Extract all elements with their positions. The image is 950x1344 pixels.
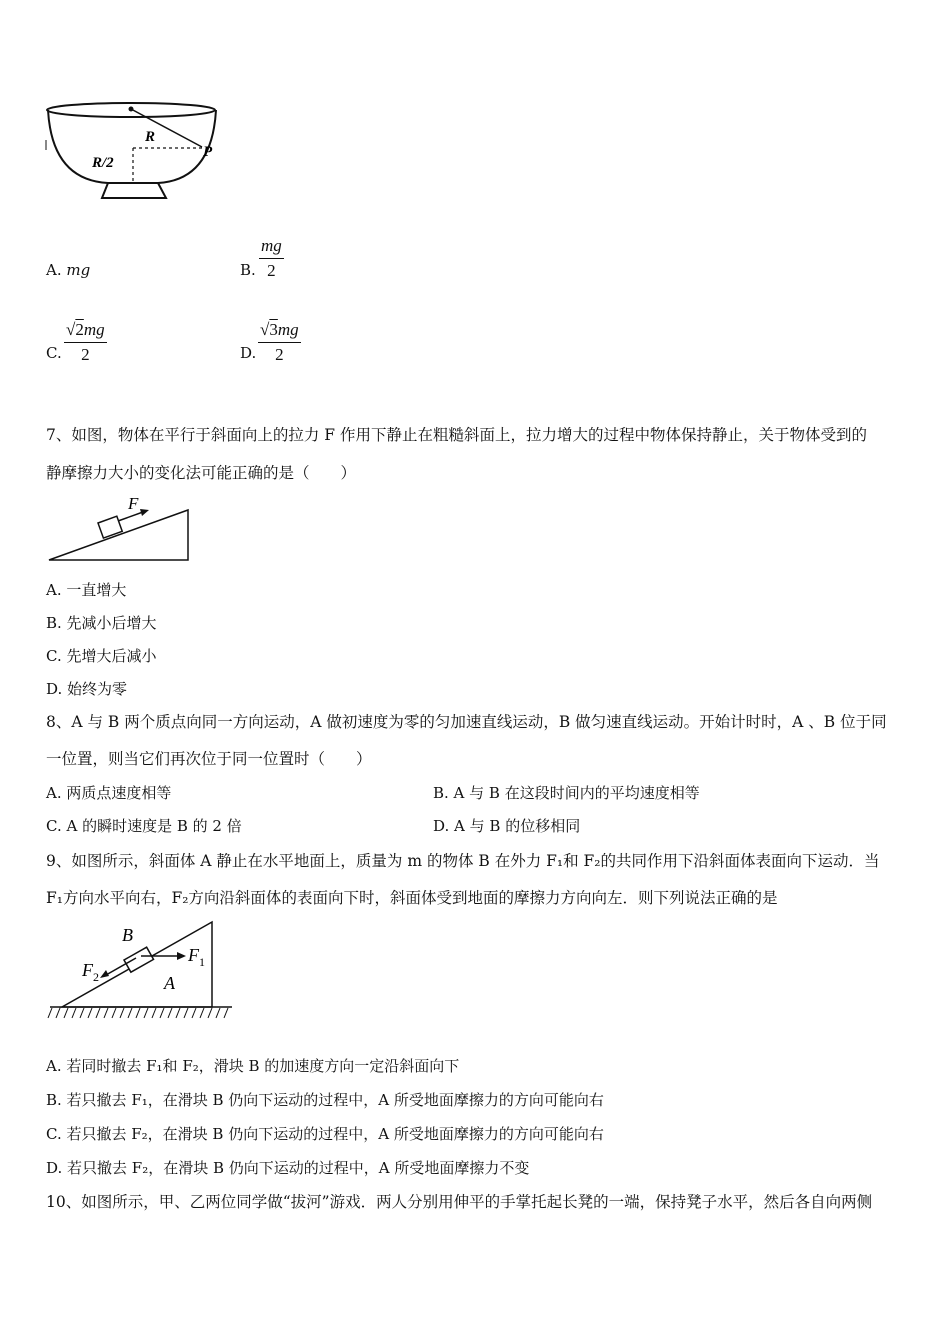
fraction-denominator: 2 — [267, 261, 276, 280]
force-f1-label: $F_1$ — [188, 945, 205, 969]
q8-option-b[interactable]: B. A 与 B 在这段时间内的平均速度相等 — [433, 784, 700, 802]
q6-option-b-fraction — [259, 236, 284, 281]
option-letter: A. — [46, 261, 62, 279]
q7-stem-line1: 7、如图，物体在平行于斜面向上的拉力 F 作用下静止在粗糙斜面上，拉力增大的过程中物体保持静止，关于物体受到的 — [46, 426, 867, 444]
radicand: 3 — [269, 320, 278, 339]
wedge-a-label: A — [164, 973, 175, 993]
q7-option-c[interactable]: C. 先增大后减小 — [46, 647, 157, 665]
q7-option-d[interactable]: D. 始终为零 — [46, 680, 128, 698]
option-letter: C. — [46, 344, 62, 362]
option-value: mg — [66, 261, 91, 279]
q9-option-c[interactable]: C. 若只撤去 F₂，在滑块 B 仍向下运动的过程中，A 所受地面摩擦力的方向可能向右 — [46, 1125, 604, 1143]
q7-option-a[interactable]: A. 一直增大 — [46, 581, 127, 599]
q9-option-b[interactable]: B. 若只撤去 F₁，在滑块 B 仍向下运动的过程中，A 所受地面摩擦力的方向可能向右 — [46, 1091, 604, 1109]
q7-option-b[interactable]: B. 先减小后增大 — [46, 614, 157, 632]
fraction-rest: mg — [83, 320, 105, 339]
point-p-label: P — [203, 144, 213, 160]
q8-stem-line2: 一位置，则当它们再次位于同一位置时（ ） — [46, 750, 372, 768]
q7-stem-line2: 静摩擦力大小的变化法可能正确的是（ ） — [46, 464, 357, 482]
sqrt-icon: √ — [260, 320, 270, 339]
option-letter: B. — [240, 261, 256, 279]
fraction-rest: mg — [277, 320, 299, 339]
force-f2-label: $F_2$ — [82, 960, 99, 984]
q9-stem-line2: F₁方向水平向右，F₂方向沿斜面体的表面向下时，斜面体受到地面的摩擦力方向向左．则下列说法正确的是 — [46, 889, 778, 907]
q8-stem-line1: 8、A 与 B 两个质点向同一方向运动，A 做初速度为零的匀加速直线运动，B 做匀速直线运动。开始计时时，A 、B 位于同 — [46, 713, 887, 731]
half-radius-label: R/2 — [92, 155, 114, 171]
q9-option-a[interactable]: A. 若同时撤去 F₁和 F₂，滑块 B 的加速度方向一定沿斜面向下 — [46, 1057, 460, 1075]
q9-option-d[interactable]: D. 若只撤去 F₂，在滑块 B 仍向下运动的过程中，A 所受地面摩擦力不变 — [46, 1159, 530, 1177]
incline-figure — [46, 493, 196, 565]
radius-label: R — [145, 129, 156, 145]
fraction-denominator: 2 — [275, 345, 284, 364]
fraction-numerator: mg — [259, 236, 284, 259]
q6-option-d-fraction — [258, 320, 301, 365]
q6-option-b[interactable] — [240, 260, 256, 280]
q8-option-c[interactable]: C. A 的瞬时速度是 B 的 2 倍 — [46, 817, 242, 835]
fraction-denominator: 2 — [81, 345, 90, 364]
q9-stem-line1: 9、如图所示，斜面体 A 静止在水平地面上，质量为 m 的物体 B 在外力 F₁和 F₂的共同作用下沿斜面体表面向下运动．当 — [46, 852, 880, 870]
block-b-label: B — [122, 925, 133, 945]
q8-option-a[interactable]: A. 两质点速度相等 — [46, 784, 172, 802]
option-letter: D. — [240, 344, 257, 362]
q6-option-c-fraction — [64, 320, 107, 365]
wedge-figure — [44, 918, 236, 1028]
q8-option-d[interactable]: D. A 与 B 的位移相同 — [433, 817, 581, 835]
q6-option-a[interactable] — [46, 260, 90, 280]
bowl-figure — [40, 95, 225, 210]
radicand: 2 — [75, 320, 84, 339]
force-f-label: F — [128, 494, 139, 513]
q6-option-c[interactable] — [46, 343, 62, 363]
sqrt-icon: √ — [66, 320, 76, 339]
q6-option-d[interactable] — [240, 343, 256, 363]
q10-stem-line1: 10、如图所示，甲、乙两位同学做“拔河”游戏．两人分别用伸平的手掌托起长凳的一端，保持凳子水平，然后各自向两侧 — [46, 1193, 873, 1211]
